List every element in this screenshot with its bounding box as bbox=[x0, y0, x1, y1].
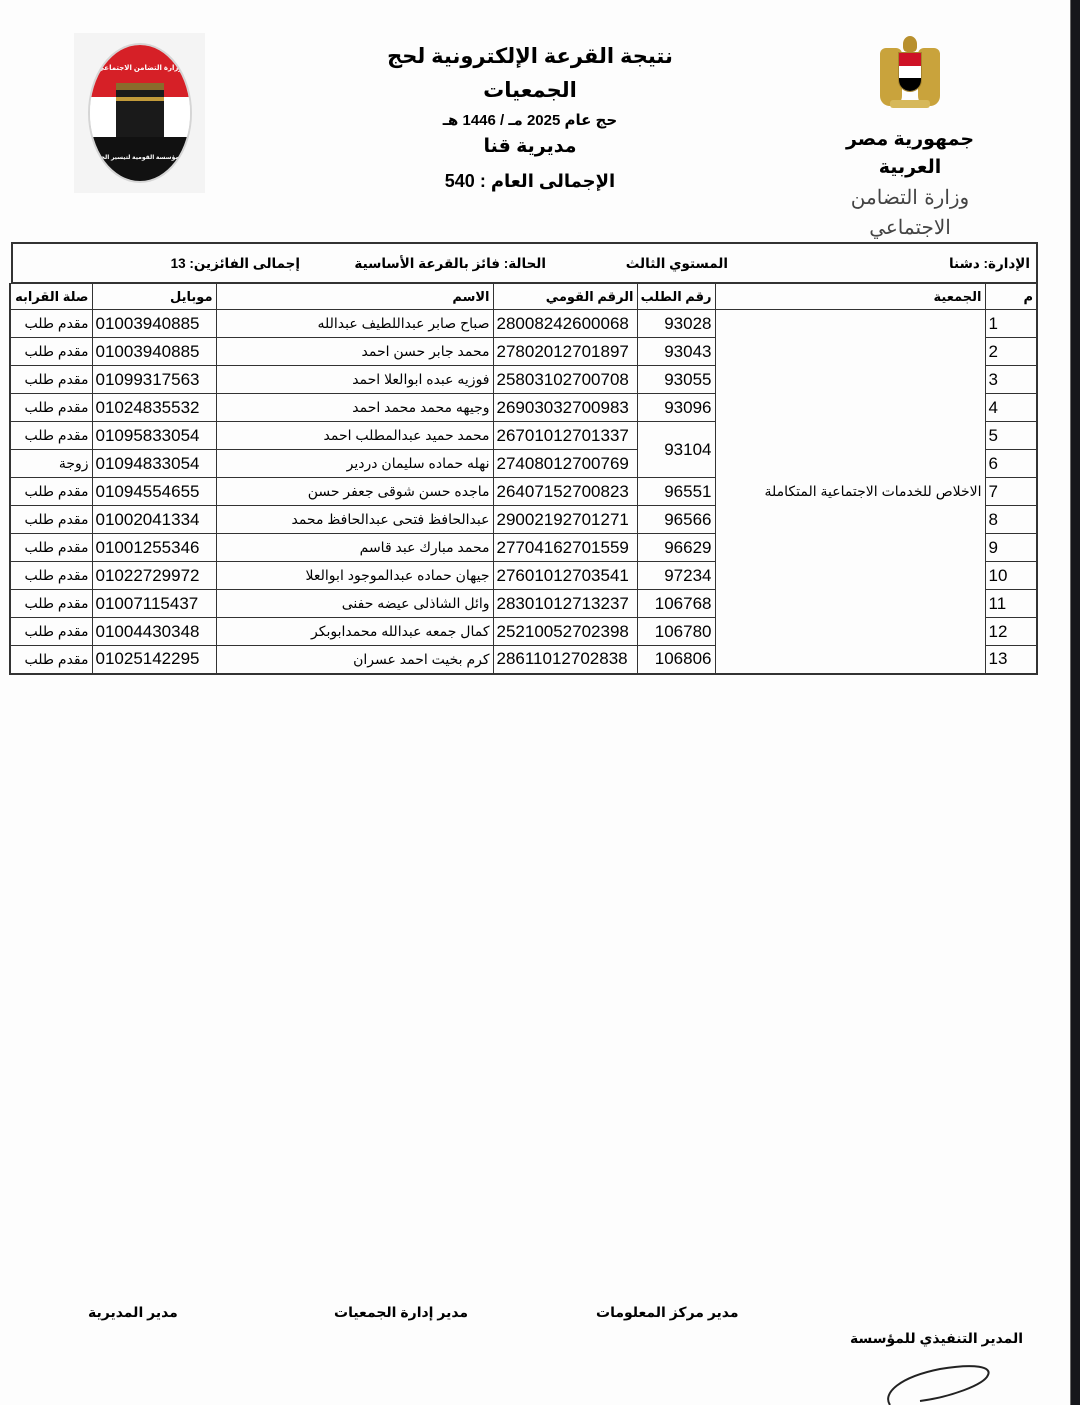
cell-request-no: 93043 bbox=[637, 338, 715, 366]
cell-national-id: 28008242600068 bbox=[493, 310, 637, 338]
cell-index: 10 bbox=[985, 562, 1037, 590]
emblem-oval bbox=[88, 43, 192, 183]
cell-mobile: 01094833054 bbox=[92, 450, 216, 478]
republic-name: جمهورية مصر العربية bbox=[845, 129, 975, 178]
egypt-eagle-emblem-icon bbox=[880, 36, 940, 114]
column-header-association: الجمعية bbox=[715, 284, 985, 310]
signature-executive-director: المدير التنفيذي للمؤسسة bbox=[850, 1330, 1024, 1346]
eagle-shield bbox=[898, 52, 922, 92]
cell-index: 12 bbox=[985, 618, 1037, 646]
cell-index: 7 bbox=[985, 478, 1037, 506]
cell-relation: مقدم طلب bbox=[10, 422, 92, 450]
cell-request-no: 96629 bbox=[637, 534, 715, 562]
cell-relation: مقدم طلب bbox=[10, 562, 92, 590]
government-emblem bbox=[815, 36, 1005, 239]
emblem-top-text: وزارة التضامن الاجتماعي bbox=[97, 65, 183, 73]
cell-mobile: 01024835532 bbox=[92, 394, 216, 422]
kaaba-emblem-icon bbox=[74, 33, 205, 193]
cell-request-no: 96566 bbox=[637, 506, 715, 534]
cell-national-id: 28611012702838 bbox=[493, 646, 637, 674]
cell-mobile: 01001255346 bbox=[92, 534, 216, 562]
eagle-head bbox=[903, 36, 917, 52]
handwritten-signature-icon bbox=[880, 1355, 1000, 1405]
cell-name: نهله حماده سليمان دردير bbox=[216, 450, 493, 478]
level-label: المستوي الثالث bbox=[625, 256, 728, 271]
cell-name: محمد جابر حسن احمد bbox=[216, 338, 493, 366]
cell-relation: مقدم طلب bbox=[10, 534, 92, 562]
cell-relation: مقدم طلب bbox=[10, 366, 92, 394]
cell-index: 11 bbox=[985, 590, 1037, 618]
cell-request-no: 106780 bbox=[637, 618, 715, 646]
cell-index: 4 bbox=[985, 394, 1037, 422]
results-table-wrapper bbox=[11, 242, 1038, 675]
cell-national-id: 27601012703541 bbox=[493, 562, 637, 590]
cell-index: 3 bbox=[985, 366, 1037, 394]
cell-request-no: 97234 bbox=[637, 562, 715, 590]
cell-national-id: 26701012701337 bbox=[493, 422, 637, 450]
cell-index: 1 bbox=[985, 310, 1037, 338]
page-edge-dark bbox=[1071, 0, 1080, 1405]
column-header-national-id: الرقم القومي bbox=[493, 284, 637, 310]
cell-mobile: 01099317563 bbox=[92, 366, 216, 394]
column-header-relation: صلة القرابه bbox=[10, 284, 92, 310]
cell-mobile: 01003940885 bbox=[92, 310, 216, 338]
column-header-name: الاسم bbox=[216, 284, 493, 310]
table-row bbox=[10, 310, 1037, 338]
table-info-bar bbox=[11, 242, 1038, 283]
cell-index: 8 bbox=[985, 506, 1037, 534]
cell-name: وجيهه محمد محمد احمد bbox=[216, 394, 493, 422]
cell-mobile: 01007115437 bbox=[92, 590, 216, 618]
column-header-request-no: رقم الطلب bbox=[637, 284, 715, 310]
cell-relation: مقدم طلب bbox=[10, 506, 92, 534]
cell-name: وائل الشاذلى عيضه حفنى bbox=[216, 590, 493, 618]
cell-national-id: 27408012700769 bbox=[493, 450, 637, 478]
cell-mobile: 01095833054 bbox=[92, 422, 216, 450]
cell-relation: مقدم طلب bbox=[10, 646, 92, 674]
cell-relation: مقدم طلب bbox=[10, 590, 92, 618]
cell-index: 6 bbox=[985, 450, 1037, 478]
cell-relation: مقدم طلب bbox=[10, 478, 92, 506]
cell-name: صباح صابر عبداللطيف عبدالله bbox=[216, 310, 493, 338]
cell-name: كرم بخيت احمد عسران bbox=[216, 646, 493, 674]
cell-name: ماجده حسن شوقى جعفر حسن bbox=[216, 478, 493, 506]
document-title: نتيجة القرعة الإلكترونية لحج الجمعيات bbox=[387, 45, 673, 102]
kaaba-icon bbox=[116, 83, 164, 137]
cell-request-no: 93028 bbox=[637, 310, 715, 338]
cell-index: 9 bbox=[985, 534, 1037, 562]
cell-name: جيهان حماده عبدالموجود ابوالعلا bbox=[216, 562, 493, 590]
cell-relation: مقدم طلب bbox=[10, 394, 92, 422]
cell-name: عبدالحافظ فتحى عبدالحافظ محمد bbox=[216, 506, 493, 534]
cell-association: الاخلاص للخدمات الاجتماعية المتكاملة bbox=[715, 310, 985, 674]
cell-request-no: 96551 bbox=[637, 478, 715, 506]
cell-mobile: 01022729972 bbox=[92, 562, 216, 590]
document-header bbox=[340, 40, 720, 198]
results-table bbox=[9, 283, 1038, 675]
cell-relation: مقدم طلب bbox=[10, 310, 92, 338]
table-header-row bbox=[10, 284, 1037, 310]
cell-national-id: 26903032700983 bbox=[493, 394, 637, 422]
cell-national-id: 26407152700823 bbox=[493, 478, 637, 506]
cell-index: 2 bbox=[985, 338, 1037, 366]
signature-directorate-manager: مدير المديرية bbox=[88, 1304, 178, 1320]
cell-name: محمد حميد عبدالمطلب احمد bbox=[216, 422, 493, 450]
cell-national-id: 29002192701271 bbox=[493, 506, 637, 534]
emblem-bottom-text: المؤسسة القومية لتيسير الحج bbox=[96, 154, 184, 161]
cell-mobile: 01002041334 bbox=[92, 506, 216, 534]
status-label: الحالة: فائز بالقرعة الأساسية bbox=[354, 256, 546, 271]
cell-name: كمال جمعه عبدالله محمدابوبكر bbox=[216, 618, 493, 646]
column-header-index: م bbox=[985, 284, 1037, 310]
cell-national-id: 27802012701897 bbox=[493, 338, 637, 366]
eagle-scroll bbox=[890, 100, 930, 108]
cell-request-no: 106768 bbox=[637, 590, 715, 618]
cell-relation: مقدم طلب bbox=[10, 618, 92, 646]
cell-index: 5 bbox=[985, 422, 1037, 450]
cell-request-no: 93104 bbox=[637, 422, 715, 478]
cell-mobile: 01003940885 bbox=[92, 338, 216, 366]
cell-name: محمد مبارك عبد قاسم bbox=[216, 534, 493, 562]
ministry-name: وزارة التضامن الاجتماعي bbox=[850, 185, 970, 239]
cell-index: 13 bbox=[985, 646, 1037, 674]
overall-total: الإجمالى العام : 540 bbox=[444, 171, 616, 191]
cell-mobile: 01004430348 bbox=[92, 618, 216, 646]
cell-mobile: 01094554655 bbox=[92, 478, 216, 506]
kaaba-gold-band bbox=[116, 97, 164, 101]
cell-mobile: 01025142295 bbox=[92, 646, 216, 674]
cell-request-no: 106806 bbox=[637, 646, 715, 674]
cell-national-id: 28301012713237 bbox=[493, 590, 637, 618]
cell-national-id: 25210052702398 bbox=[493, 618, 637, 646]
cell-request-no: 93055 bbox=[637, 366, 715, 394]
administration-label: الإدارة: دشنا bbox=[948, 256, 1030, 271]
cell-relation: مقدم طلب bbox=[10, 338, 92, 366]
winners-total-label: إجمالى الفائزين: 13 bbox=[170, 256, 300, 271]
directorate-name: مديرية قنا bbox=[483, 136, 577, 157]
cell-name: فوزيه عبده ابوالعلا احمد bbox=[216, 366, 493, 394]
column-header-mobile: موبايل bbox=[92, 284, 216, 310]
cell-national-id: 27704162701559 bbox=[493, 534, 637, 562]
cell-request-no: 93096 bbox=[637, 394, 715, 422]
cell-relation: زوجة bbox=[10, 450, 92, 478]
hajj-year: حج عام 2025 مـ / 1446 هـ bbox=[442, 112, 618, 129]
signature-associations-manager: مدير إدارة الجمعيات bbox=[334, 1304, 469, 1320]
signature-info-center-manager: مدير مركز المعلومات bbox=[596, 1304, 739, 1320]
cell-national-id: 25803102700708 bbox=[493, 366, 637, 394]
